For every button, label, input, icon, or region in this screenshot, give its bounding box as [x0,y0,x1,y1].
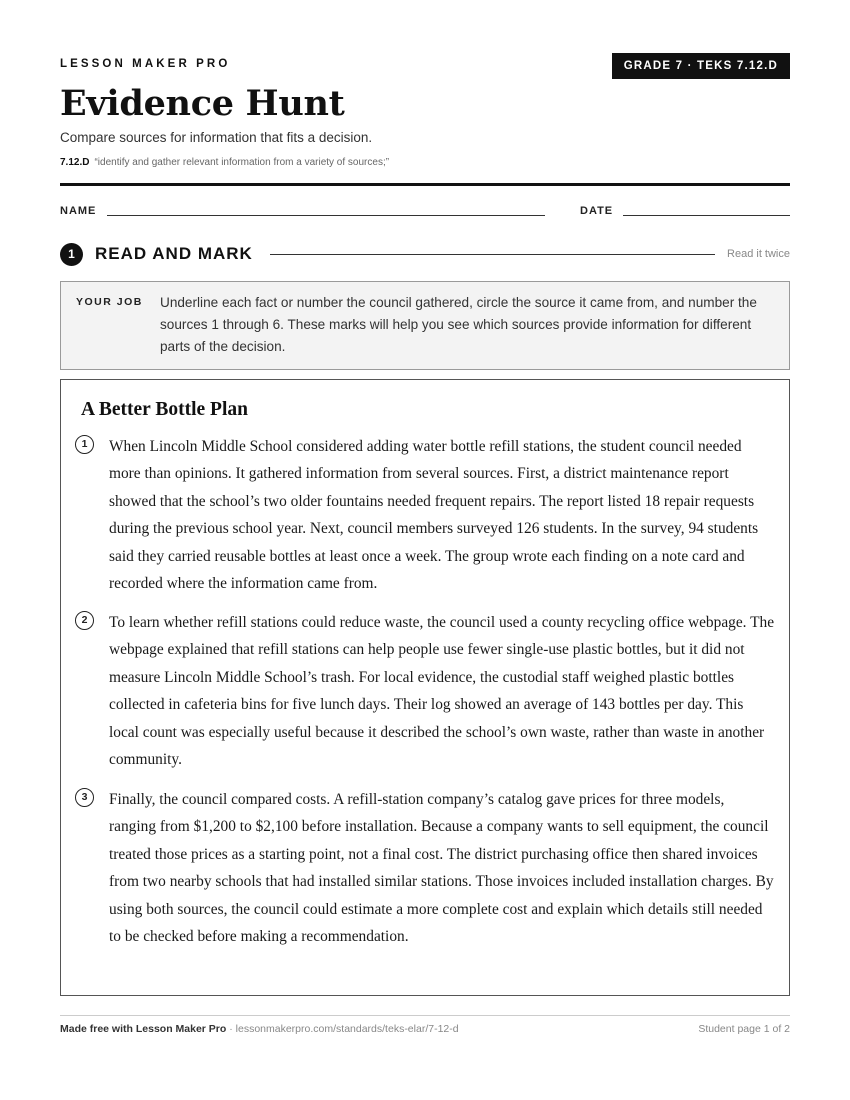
instructions-text: Underline each fact or number the council gathered, circle the source it came from, and number the sources 1 through 6. These marks will help you see which sources provide information for different parts of the decision. [160,295,757,354]
grade-badge: GRADE 7 · TEKS 7.12.D [612,53,790,79]
name-field[interactable] [107,215,545,216]
paragraph-text: When Lincoln Middle School considered adding water bottle refill stations, the student council needed more than opinions. It gathered information from several sources. First, a district maintenance report showed that the school’s two older fountains needed frequent repairs. The report listed 18 repair requests during the previous school year. Next, council members surveyed 126 students. In the survey, 94 students said they carried reusable bottles at least once a week. The group wrote each finding on a note card and recorded where the information came from. [109,438,759,593]
brand-name: LESSON MAKER PRO [60,58,231,70]
passage-title: A Better Bottle Plan [81,399,248,420]
paragraph-text: To learn whether refill stations could reduce waste, the council used a county recycling office webpage. The webpage explained that refill stations can help people use fewer single-use plastic bottles, but it did not measure Lincoln Middle School’s trash. For local evidence, the custodial staff weighed plastic bottles collected in cafeteria bins for five lunch days. Their log showed an average of 143 bottles per day. This local count was especially useful because it described the school’s own waste, rather than waste in another community. [109,614,775,769]
section-number-badge: 1 [60,243,83,266]
instructions-label: YOUR JOB [76,296,143,308]
header-divider [60,183,790,186]
paragraph-number: 2 [75,611,94,630]
instructions-box [60,281,790,370]
footer-divider [60,1015,790,1016]
footer-made-with: Made free with Lesson Maker Pro [60,1023,227,1035]
paragraph-number: 3 [75,788,94,807]
paragraph-text: Finally, the council compared costs. A refill-station company’s catalog gave prices for three models, ranging from $1,200 to $2,100 before installation. Because a company wants to sell equipment, the council treated those prices as a starting point, not a final cost. The district purchasing office then shared invoices from two nearby schools that had installed similar stations. Those invoices included installation charges. By using both sources, the council could estimate a more complete cost and explain which details still needed to be checked before making a recommendation. [109,791,774,946]
section-divider [270,254,715,255]
section-note: Read it twice [727,248,790,260]
page-title: Evidence Hunt [60,83,345,124]
standard-code: 7.12.D [60,157,90,168]
date-label: DATE [580,205,614,217]
page-number: Student page 1 of 2 [698,1023,790,1035]
reading-passage [60,379,790,996]
date-field[interactable] [623,215,790,216]
name-label: NAME [60,205,97,217]
section-title: READ AND MARK [95,244,253,263]
standard-reference [60,157,389,168]
page-subtitle: Compare sources for information that fits a decision. [60,130,373,145]
footer-url-link[interactable]: lessonmakerpro.com/standards/teks-elar/7-12-d [235,1023,459,1035]
footer-credit [60,1023,459,1035]
worksheet-page [60,0,790,1100]
footer-separator: · [226,1023,236,1035]
paragraph-number: 1 [75,435,94,454]
standard-text: “identify and gather relevant information from a variety of sources;” [94,157,390,168]
